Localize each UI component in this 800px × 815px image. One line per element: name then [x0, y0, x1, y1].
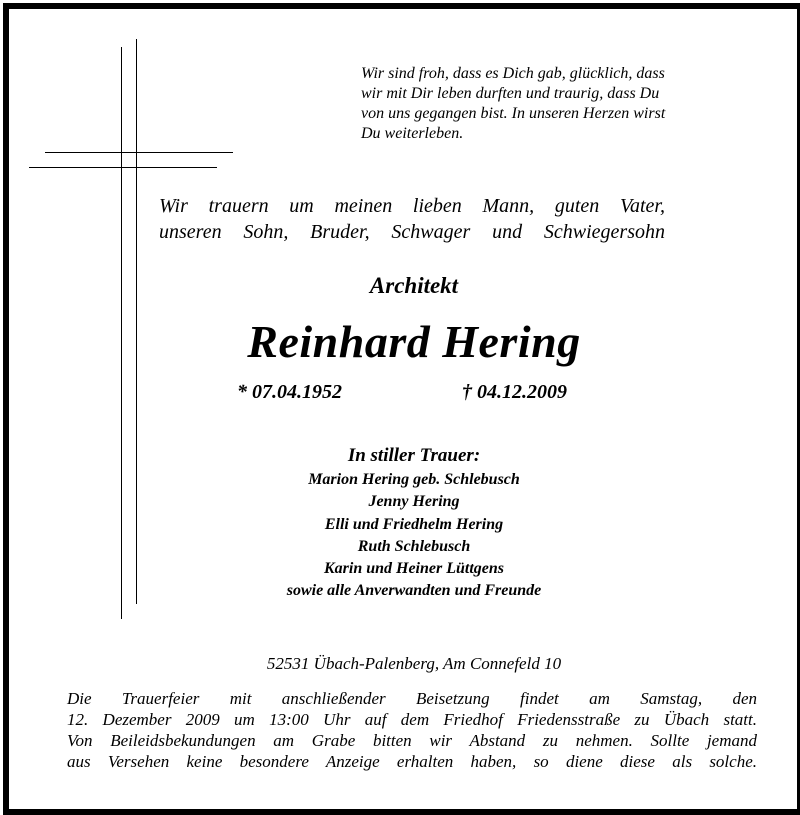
- family-address: 52531 Übach-Palenberg, Am Connefeld 10: [266, 654, 562, 673]
- birth-date: * 07.04.1952: [237, 381, 342, 403]
- death-date: † 04.12.2009: [462, 381, 567, 403]
- mourner-item: Karin und Heiner Lüttgens: [323, 560, 505, 578]
- mourning-statement: [159, 193, 665, 245]
- memorial-poem: [361, 64, 761, 144]
- mourning-line: Wir trauern um meinen lieben Mann, guten Vater,: [159, 195, 665, 217]
- poem-line: Du weiterleben.: [361, 125, 464, 142]
- mourner-item: Elli und Friedhelm Hering: [324, 515, 504, 533]
- deceased-name: Reinhard Hering: [247, 316, 581, 367]
- obituary-frame: [3, 3, 800, 815]
- cross-horizontal-line: [45, 152, 233, 153]
- mourner-item: Marion Hering geb. Schlebusch: [308, 471, 520, 488]
- info-line: Von Beileidsbekundungen am Grabe bitten wir Abstand zu nehmen. Sollte jemand: [67, 731, 757, 750]
- profession-title: Architekt: [369, 273, 459, 298]
- poem-line: von uns gegangen bist. In unseren Herzen wirst: [361, 105, 666, 122]
- info-line: Die Trauerfeier mit anschließender Beisetzung findet am Samstag, den: [67, 689, 757, 708]
- mourners-list: [9, 443, 800, 603]
- mourner-item: Ruth Schlebusch: [357, 537, 471, 555]
- mourner-item: Jenny Hering: [368, 493, 460, 511]
- cross-horizontal-line: [29, 167, 217, 168]
- info-line: 12. Dezember 2009 um 13:00 Uhr auf dem Friedhof Friedensstraße zu Übach statt.: [67, 710, 757, 729]
- mourners-heading: In stiller Trauer:: [347, 445, 481, 466]
- info-line: aus Versehen keine besondere Anzeige erhalten haben, so diene diese als solche.: [67, 752, 757, 771]
- mourner-item: sowie alle Anverwandten und Freunde: [286, 582, 542, 600]
- poem-line: wir mit Dir leben durften und traurig, dass Du: [361, 85, 660, 102]
- mourning-line: unseren Sohn, Bruder, Schwager und Schwiegersohn: [159, 221, 665, 243]
- funeral-service-info: [67, 688, 757, 772]
- poem-line: Wir sind froh, dass es Dich gab, glücklich, dass: [361, 65, 665, 82]
